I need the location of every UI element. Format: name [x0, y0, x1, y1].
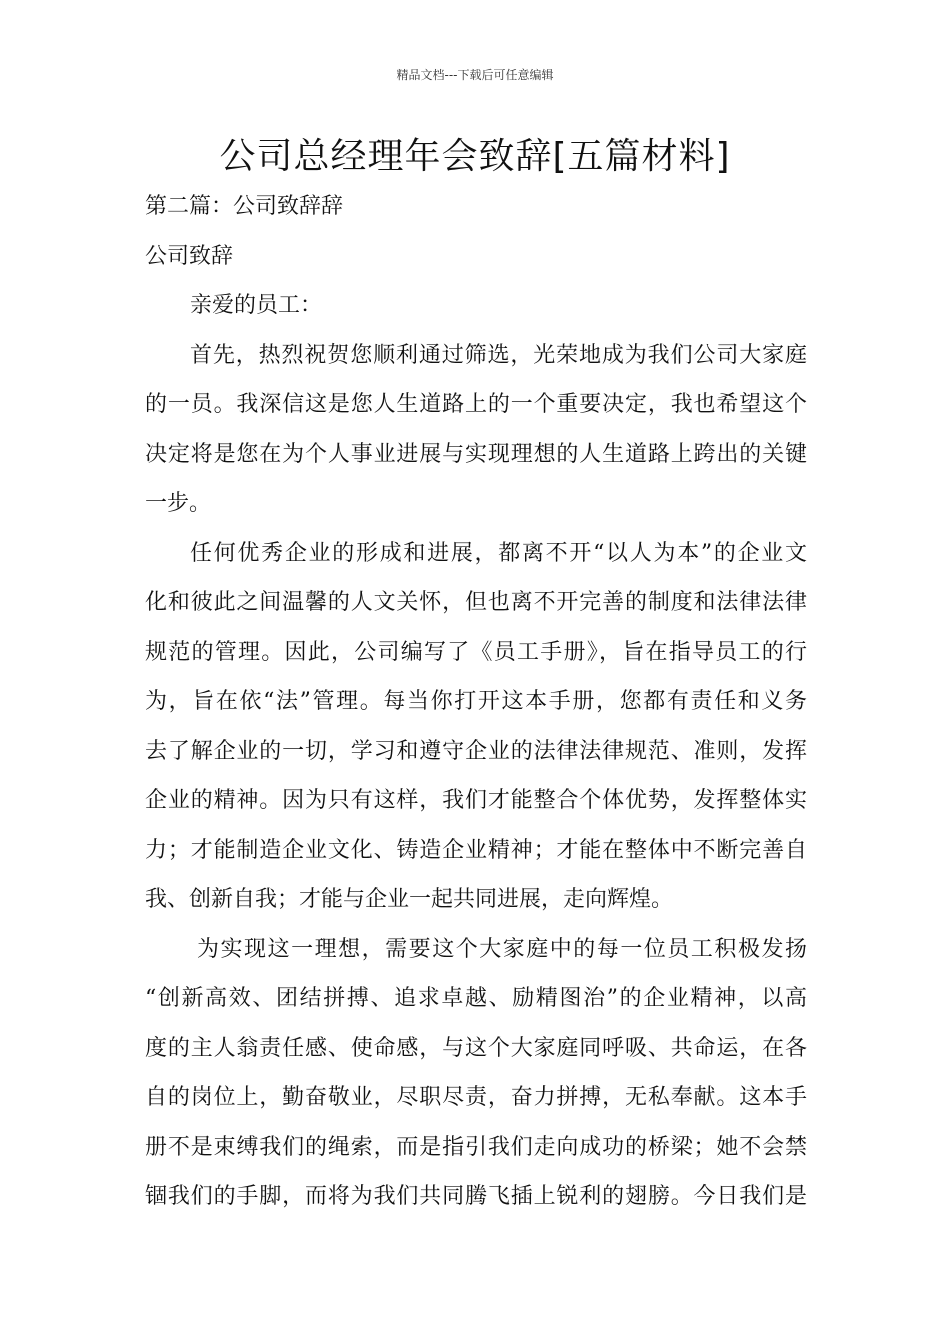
paragraph-line: 去了解企业的一切，学习和遵守企业的法律法律规范、准则，发挥: [145, 738, 807, 764]
paragraph-line: 规范的管理。因此，公司编写了《员工手册》，旨在指导员工的行: [145, 639, 807, 665]
paragraph-line: 册不是束缚我们的绳索，而是指引我们走向成功的桥梁；她不会禁: [145, 1134, 807, 1160]
paragraph-line: 度的主人翁责任感、使命感，与这个大家庭同呼吸、共命运，在各: [145, 1035, 807, 1061]
paragraph-line: 一步。: [145, 491, 212, 516]
section-heading: 第二篇：公司致辞辞: [145, 194, 344, 219]
subheading: 公司致辞: [145, 243, 234, 269]
paragraph-line: 力；才能制造企业文化、铸造企业精神；才能在整体中不断完善自: [145, 837, 807, 863]
paragraph-line: 我、创新自我；才能与企业一起共同进展，走向辉煌。: [145, 887, 674, 912]
paragraph-line: 的一员。我深信这是您人生道路上的一个重要决定，我也希望这个: [145, 392, 807, 417]
paragraph-line: “创新高效、团结拼搏、追求卓越、励精图治”的企业精神，以高: [145, 986, 807, 1011]
paragraph-line: 锢我们的手脚，而将为我们共同腾飞插上锐利的翅膀。今日我们是: [145, 1184, 807, 1209]
paragraph-line: 决定将是您在为个人事业进展与实现理想的人生道路上跨出的关键: [145, 441, 807, 467]
paragraph-line: 企业的精神。因为只有这样，我们才能整合个体优势，发挥整体实: [145, 788, 807, 813]
document-body: [145, 182, 807, 1222]
paragraph-line: 为实现这一理想，需要这个大家庭中的每一位员工积极发扬: [197, 936, 807, 962]
paragraph-line: 首先，热烈祝贺您顺利通过筛选，光荣地成为我们公司大家庭: [190, 342, 807, 368]
header-note: 精品文档---下载后可任意编辑: [396, 68, 554, 82]
document-title: 公司总经理年会致辞[五篇材料]: [219, 136, 731, 177]
paragraph-line: 自的岗位上，勤奋敬业，尽职尽责，奋力拼搏，无私奉献。这本手: [145, 1085, 807, 1110]
paragraph-line: 为，旨在依“法”管理。每当你打开这本手册，您都有责任和义务: [145, 689, 807, 714]
paragraph-line: 化和彼此之间温馨的人文关怀，但也离不开完善的制度和法律法律: [145, 590, 807, 615]
paragraph-line: 任何优秀企业的形成和进展，都离不开“以人为本”的企业文: [190, 540, 807, 566]
greeting: 亲爱的员工：: [190, 293, 323, 318]
